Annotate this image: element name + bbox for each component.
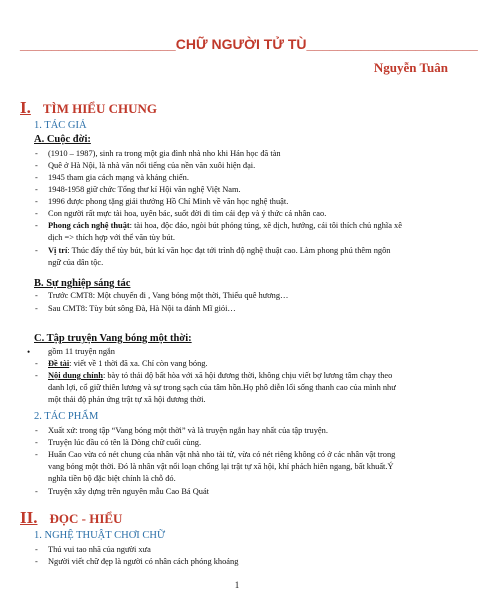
list-item-phong-cach: - Phong cách nghệ thuật: tài hoa, độc đáo, ngòi bút phóng túng, xê dịch, hướng, cái tôi thích chủ nghĩa xê dịch => thích hợp với thể văn tùy bút. [35, 221, 402, 242]
section-title: TÌM HIỂU CHUNG [42, 101, 157, 116]
section-title: ĐỌC - HIỂU [49, 511, 123, 526]
list-item: • gồm 11 truyện ngắn [27, 347, 115, 357]
section-heading-part1 [20, 98, 157, 118]
list-item: - Huấn Cao vừa có nét chung của nhân vật nhà nho tài tử, vừa có nét riêng không có ở các nhân vật trong vang bóng một thời. Đó là nhân vật nổi loạn chống lại trật tự xã hội, khí phách hiên ngang, bất khuất.Ý nghĩa tiền bộ đặc biệt chính là chỗ đó. [35, 450, 396, 483]
title-rule-right: ______________________ [306, 36, 478, 52]
subsection-tac-gia: 1. TÁC GIẢ [34, 120, 87, 131]
title-rule-left: ____________________ [20, 36, 176, 52]
list-item: - 1996 được phong tặng giải thưởng Hồ Chí Minh về văn học nghệ thuật. [35, 197, 289, 206]
list-item: - Thú vui tao nhã của người xưa [35, 545, 151, 554]
list-item: - Đề tài: viết về 1 thời đã xa. Chỉ còn vang bóng. [35, 359, 208, 368]
bullet-icon: • [27, 347, 31, 357]
list-item: - 1948-1958 giữ chức Tổng thư kí Hội văn nghệ Việt Nam. [35, 185, 241, 194]
subsection-tac-pham: 2. TÁC PHẨM [34, 411, 99, 422]
document-title-line [20, 36, 478, 52]
list-item: - Người viết chữ đẹp là người có nhân cách phóng khoáng [35, 557, 239, 566]
heading-tap-truyen: C. Tập truyện Vang bóng một thời: [34, 333, 192, 344]
list-item: - Truyện xây dựng trên nguyên mẫu Cao Bá Quát [35, 487, 210, 496]
list-item: - (1910 – 1987), sinh ra trong một gia đình nhà nho khi Hán học đã tàn [35, 149, 281, 158]
list-item: - 1945 tham gia cách mạng và kháng chiến. [35, 173, 189, 182]
document-title: CHỮ NGƯỜI TỬ TÙ [175, 36, 307, 52]
page-number: 1 [234, 580, 240, 590]
heading-su-nghiep: B. Sự nghiệp sáng tác [34, 278, 131, 289]
author-name: Nguyễn Tuân [373, 60, 448, 75]
list-item: - Quê ở Hà Nội, là nhà văn nổi tiếng của nền văn xuôi hiện đại. [35, 161, 256, 170]
list-item: - Con người rất mực tài hoa, uyên bác, suốt đời đi tìm cái đẹp và ý thức cá nhân cao. [35, 209, 327, 218]
heading-cuoc-doi: A. Cuộc đời: [34, 134, 91, 145]
section-heading-part2 [20, 508, 122, 528]
section-numeral: II. [20, 508, 38, 527]
section-numeral: I. [20, 98, 31, 117]
list-item: - Sau CMT8: Tùy bút sông Đà, Hà Nội ta đánh Mĩ giỏi… [35, 304, 236, 313]
list-item: - Trước CMT8: Một chuyến đi , Vang bóng một thời, Thiếu quê hương… [35, 291, 289, 300]
vi-tri-label: Vị trí [48, 246, 68, 255]
list-item: - Xuất xứ: trong tập “Vang bóng một thời” và là truyện ngắn hay nhất của tập truyện. [35, 426, 328, 435]
subsection-nghe-thuat: 1. NGHỆ THUẬT CHƠI CHỮ [34, 530, 166, 541]
list-item: - Truyện lúc đầu có tên là Dòng chữ cuối cùng. [35, 438, 202, 447]
list-item: - Nội dung chính: bày tỏ thái độ bất hòa với xã hội đương thời, không chịu viết bợ lương tâm chạy theo danh lợi, cổ giữ thiên lương và sự trong sạch của tâm hồn.Họ phô diễn lối sống thanh cao của mình như một thái độ phản ứng trật tự xã hội đương thời. [35, 371, 396, 404]
list-item-vi-tri: - Vị trí: Thúc đẩy thể tùy bút, bút kí văn học đạt tới trình độ nghệ thuật cao. Làm phong phú thêm ngôn ngữ của dân tộc. [35, 246, 391, 267]
phong-cach-label: Phong cách nghệ thuật [48, 221, 130, 230]
